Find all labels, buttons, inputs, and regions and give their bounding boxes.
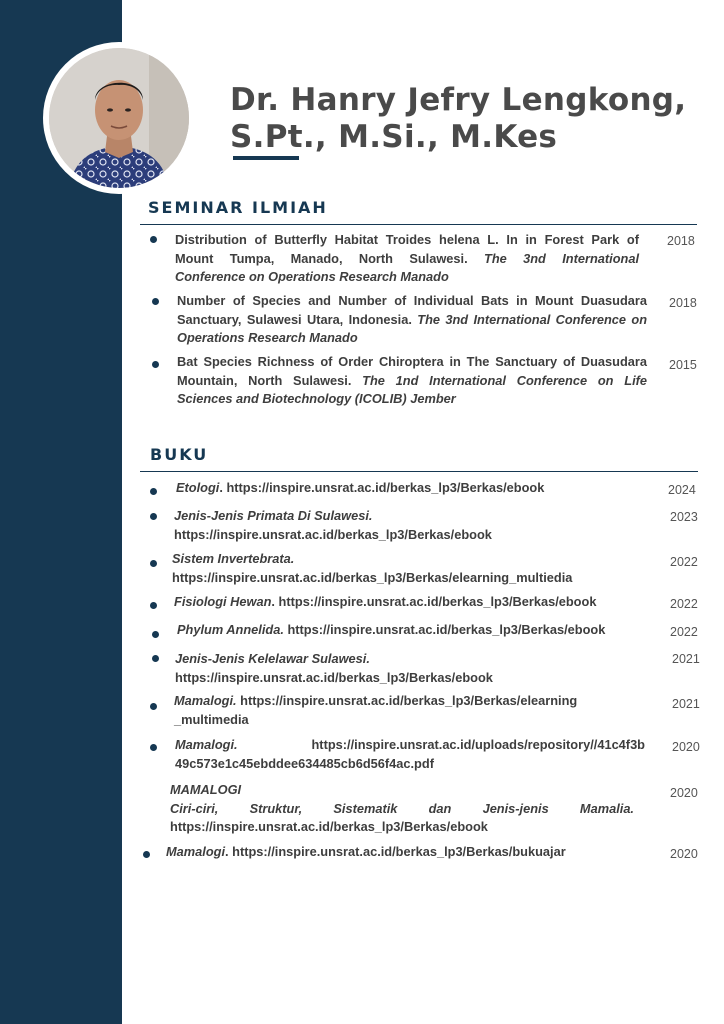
plain-text: https://inspire.unsrat.ac.id/berkas_lp3/Berkas/ebook [175, 669, 493, 685]
bullet-dot [150, 703, 157, 710]
italic-text: The 3nd International [484, 250, 640, 266]
buku-item-text [170, 781, 634, 837]
plain-text: Number of Species and Number of Individual Bats in Mount Duasudara [177, 293, 647, 308]
plain-text: 49c573e1c45ebddee634485cb6d56f4ac.pdf [175, 755, 434, 771]
bullet-dot [150, 488, 157, 495]
seminar-item-text [175, 231, 639, 287]
plain-text: Mountain, North Sulawesi. [177, 372, 363, 388]
buku-item-year: 2020 [670, 786, 698, 800]
italic-text: MAMALOGI [170, 782, 242, 797]
seminar-item-text [177, 353, 647, 409]
name-underline [233, 156, 299, 160]
buku-item-year: 2022 [670, 597, 698, 611]
plain-text: https://inspire.unsrat.ac.id/berkas_lp3/Berkas/elearning_multiedia [172, 569, 573, 585]
plain-text: Mount Tumpa, Manado, North Sulawesi. [175, 250, 485, 266]
profile-photo [49, 48, 189, 188]
buku-item-line [170, 781, 634, 800]
bullet-dot [152, 361, 159, 368]
bullet-dot [152, 298, 159, 305]
bullet-dot [150, 513, 157, 520]
seminar-section-title: SEMINAR ILMIAH [148, 198, 328, 217]
bullet-dot [152, 655, 159, 662]
italic-text: Sistem Invertebrata. [172, 551, 295, 566]
plain-text: https://inspire.unsrat.ac.id/berkas_lp3/Berkas/ebook [170, 819, 488, 834]
buku-item-line [170, 818, 634, 837]
bullet-dot [152, 631, 159, 638]
buku-divider [140, 471, 698, 472]
name-line-1: Dr. Hanry Jefry Lengkong, [230, 82, 687, 118]
seminar-item-line [177, 292, 647, 311]
buku-item-text [174, 692, 598, 729]
buku-item-line [174, 526, 644, 545]
seminar-item-year: 2018 [669, 296, 697, 310]
plain-text: . https://inspire.unsrat.ac.id/berkas_lp3/Berkas/bukuajar [225, 844, 566, 859]
buku-item-text [176, 479, 646, 498]
buku-item-line [175, 669, 645, 688]
seminar-item-line [177, 390, 647, 409]
italic-text: Mamalogi. [175, 737, 238, 752]
buku-item-year: 2021 [672, 652, 700, 666]
plain-text: https://inspire.unsrat.ac.id/berkas_lp3/Berkas/elearning [236, 693, 578, 708]
buku-item-line [175, 755, 645, 774]
buku-section-title: BUKU [150, 445, 209, 464]
plain-text: Sanctuary, Sulawesi Utara, Indonesia. [177, 311, 418, 327]
italic-text: The 3nd International Conference on [417, 311, 648, 327]
italic-text: Phylum Annelida. [177, 622, 284, 637]
buku-item-line [174, 692, 598, 711]
italic-text: Mamalogi. [174, 693, 237, 708]
buku-item-line [177, 621, 657, 640]
buku-item-year: 2024 [668, 483, 696, 497]
buku-item-line [176, 479, 646, 498]
buku-item-text [166, 843, 646, 862]
buku-item-line [172, 569, 652, 588]
plain-text: https://inspire.unsrat.ac.id/uploads/repository//41c4f3b [237, 737, 645, 752]
name-line-2: S.Pt., M.Si., M.Kes [230, 119, 558, 155]
seminar-item-year: 2018 [667, 234, 695, 248]
plain-text: . https://inspire.unsrat.ac.id/berkas_lp3/Berkas/ebook [219, 480, 545, 495]
italic-text: Operations Research Manado [177, 330, 358, 345]
buku-item-line [174, 593, 654, 612]
buku-item-text [177, 621, 657, 640]
seminar-item-line [177, 372, 647, 391]
seminar-item-line [175, 231, 639, 250]
seminar-item-line [177, 329, 647, 348]
buku-item-year: 2022 [670, 555, 698, 569]
seminar-item-line [175, 250, 639, 269]
bullet-dot [150, 602, 157, 609]
buku-item-year: 2020 [670, 847, 698, 861]
plain-text: . https://inspire.unsrat.ac.id/berkas_lp3/Berkas/ebook [271, 594, 597, 609]
buku-item-year: 2023 [670, 510, 698, 524]
italic-text: Fisiologi Hewan [174, 594, 272, 609]
italic-text: Jenis-Jenis Primata Di Sulawesi. [174, 508, 373, 523]
plain-text: _multimedia [174, 711, 249, 727]
bullet-dot [150, 560, 157, 567]
bullet-dot [150, 744, 157, 751]
avatar [43, 42, 195, 194]
buku-item-year: 2021 [672, 697, 700, 711]
buku-item-text [174, 593, 654, 612]
bullet-dot [143, 851, 150, 858]
seminar-item-line [175, 268, 639, 287]
bullet-dot [150, 236, 157, 243]
italic-text: Ciri-ciri, Struktur, Sistematik dan Jenis-jenis Mamalia. [170, 800, 634, 816]
buku-item-line [170, 800, 634, 819]
seminar-divider [140, 224, 697, 225]
buku-item-year: 2020 [672, 740, 700, 754]
buku-item-line [174, 507, 644, 526]
plain-text: Bat Species Richness of Order Chiroptera in The Sanctuary of Duasudara [177, 354, 647, 369]
buku-item-line [172, 550, 652, 569]
seminar-item-line [177, 311, 647, 330]
italic-text: Sciences and Biotechnology (ICOLIB) Jember [177, 391, 456, 406]
plain-text: https://inspire.unsrat.ac.id/berkas_lp3/Berkas/ebook [174, 526, 492, 542]
buku-item-text [175, 736, 645, 773]
italic-text: Mamalogi [166, 844, 226, 859]
italic-text: Etologi [176, 480, 220, 495]
buku-item-text [172, 550, 652, 587]
buku-item-line [175, 650, 645, 669]
seminar-item-year: 2015 [669, 358, 697, 372]
buku-item-text [175, 650, 645, 687]
italic-text: Conference on Operations Research Manado [175, 269, 449, 284]
buku-item-text [174, 507, 644, 544]
plain-text: https://inspire.unsrat.ac.id/berkas_lp3/Berkas/ebook [283, 622, 606, 637]
buku-item-line [174, 711, 598, 730]
person-name [230, 82, 710, 156]
seminar-item-line [177, 353, 647, 372]
seminar-item-text [177, 292, 647, 348]
buku-item-line [175, 736, 645, 755]
plain-text: Distribution of Butterfly Habitat Troides helena L. In in Forest Park of [175, 232, 639, 247]
buku-item-year: 2022 [670, 625, 698, 639]
italic-text: Jenis-Jenis Kelelawar Sulawesi. [175, 651, 370, 666]
buku-item-line [166, 843, 646, 862]
italic-text: The 1nd International Conference on Life [362, 372, 647, 388]
